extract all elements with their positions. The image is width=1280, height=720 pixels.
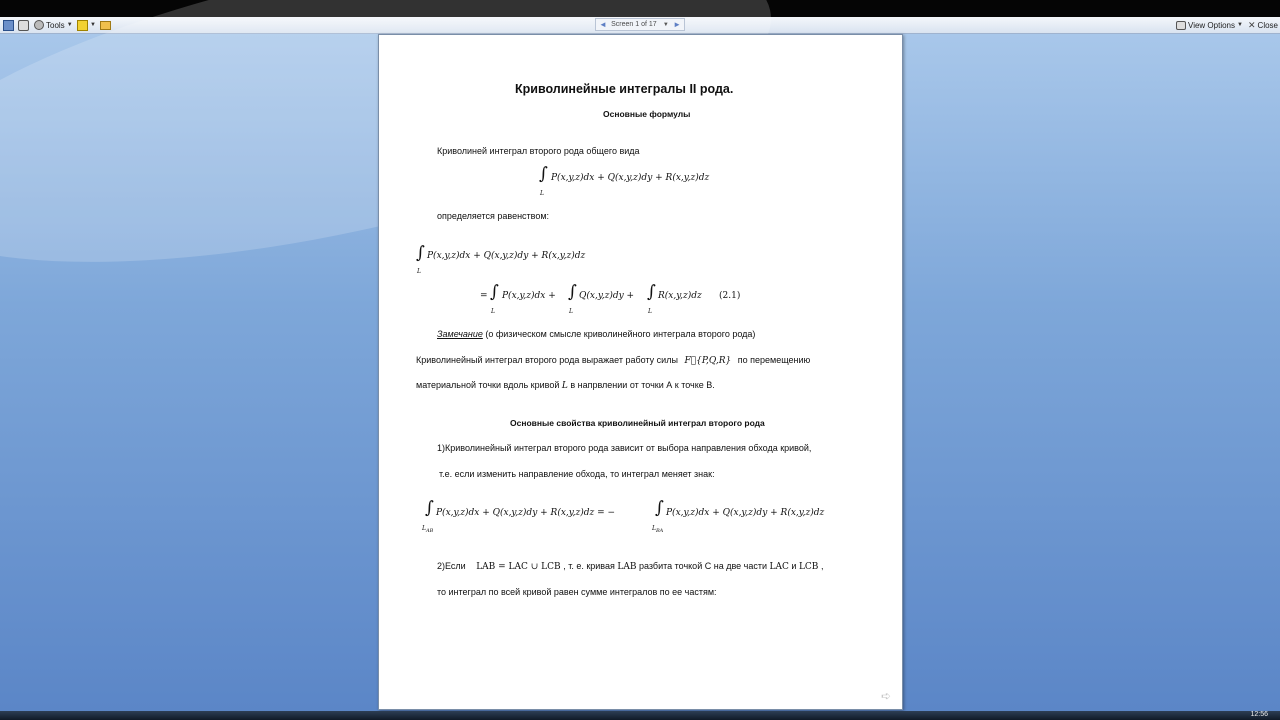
prop2-and: и <box>791 561 797 571</box>
prop2-part1: LAC <box>769 562 789 572</box>
physics-text-b: по перемещению <box>737 355 811 365</box>
prop2-comma: , <box>820 561 824 571</box>
integral-limit-ba: $L_{BA}$ <box>652 525 664 535</box>
remark-label: Замечание <box>437 329 483 339</box>
chevron-down-icon: ▼ <box>66 22 73 28</box>
document-page[interactable] <box>378 34 903 710</box>
clock: 12:56 <box>1250 711 1268 718</box>
property-2-line-1 <box>437 561 823 572</box>
prop2-formula: LAB = LAC ∪ LCB <box>476 562 561 572</box>
physics-text-c: материальной точки вдоль кривой <box>416 380 562 390</box>
close-label: Close <box>1257 20 1278 30</box>
integral-limit: L <box>648 308 652 315</box>
formula-general: P(x,y,z)dx + Q(x,y,z)dy + R(x,y,z)dz <box>551 173 710 183</box>
formula-sign-right: P(x,y,z)dx + Q(x,y,z)dy + R(x,y,z)dz <box>666 508 825 518</box>
page-title: Криволинейные интегралы II рода. <box>515 82 734 96</box>
save-button[interactable] <box>3 18 14 32</box>
properties-heading: Основные свойства криволинейный интеграл второго рода <box>510 418 765 428</box>
prop2-curve: LAB <box>617 562 637 572</box>
formula-term-q: Q(x,y,z)dy + <box>579 291 635 301</box>
prop2-part2: LCB <box>798 562 819 572</box>
integral-sign: ∫ <box>425 498 434 518</box>
property-2-line-2: то интеграл по всей кривой равен сумме интегралов по ее частям: <box>437 587 717 597</box>
physics-text-a: Криволинейный интеграл второго рода выражает работу силы <box>416 355 678 365</box>
integral-sign: ∫ <box>647 282 656 302</box>
view-options-icon <box>1176 21 1186 30</box>
formula-term-r: R(x,y,z)dz <box>658 291 702 301</box>
integral-limit: L <box>491 308 495 315</box>
taskbar <box>0 711 1280 720</box>
property-1-line-2: т.е. если изменить направление обхода, то интеграл меняет знак: <box>439 469 715 479</box>
view-options-label: View Options <box>1188 20 1235 30</box>
save-icon <box>3 20 14 31</box>
integral-limit: L <box>417 268 421 275</box>
highlight-button[interactable] <box>77 18 96 32</box>
tools-menu-button[interactable] <box>34 18 73 32</box>
integral-sign: ∫ <box>416 243 425 263</box>
intro-paragraph: Криволиней интеграл второго рода общего вида <box>437 146 640 156</box>
print-button[interactable] <box>18 18 29 32</box>
integral-limit-ab: $L_{AB}$ <box>422 525 434 535</box>
comment-icon <box>100 21 111 30</box>
formula-definition-line1: P(x,y,z)dx + Q(x,y,z)dy + R(x,y,z)dz <box>427 251 586 261</box>
view-options-button[interactable] <box>1176 18 1243 32</box>
formula-term-p: P(x,y,z)dx + <box>502 291 556 301</box>
formula-number: (2.1) <box>719 291 741 301</box>
property-1-line-1: 1)Криволинейный интеграл второго рода зависит от выбора направления обхода кривой, <box>437 443 812 453</box>
integral-limit: L <box>540 190 544 197</box>
prop2-prefix: 2)Если <box>437 561 466 571</box>
formula-equals: = <box>480 291 488 301</box>
integral-sign: ∫ <box>568 282 577 302</box>
print-icon <box>18 20 29 31</box>
prop2-middle: , т. е. кривая <box>563 561 615 571</box>
prop2-split: разбита точкой С на две части <box>638 561 767 571</box>
integral-limit: L <box>569 308 573 315</box>
tools-label: Tools <box>46 20 65 30</box>
integral-sign: ∫ <box>655 498 664 518</box>
integral-sign: ∫ <box>490 282 499 302</box>
chevron-down-icon: ▼ <box>90 22 96 28</box>
physics-line-1 <box>416 355 810 366</box>
formula-sign-left: P(x,y,z)dx + Q(x,y,z)dy + R(x,y,z)dz = − <box>436 508 616 518</box>
tools-icon <box>34 20 44 30</box>
comment-button[interactable] <box>100 18 111 32</box>
page-subtitle: Основные формулы <box>603 109 691 119</box>
close-button[interactable] <box>1248 18 1278 32</box>
physics-line-2 <box>416 380 715 391</box>
next-page-arrow-icon[interactable]: ➪ <box>881 689 892 703</box>
defined-by-text: определяется равенством: <box>437 211 550 221</box>
curve-symbol: L <box>561 381 568 391</box>
integral-sign: ∫ <box>539 164 548 184</box>
remark-line <box>437 329 755 339</box>
force-vector: F⃗{P,Q,R} <box>684 356 732 366</box>
close-icon: ✕ <box>1248 19 1256 30</box>
physics-text-d: в напрвлении от точки А к точке В. <box>567 380 715 390</box>
remark-text: (о физическом смысле криволинейного интеграла второго рода) <box>482 329 756 339</box>
highlighter-icon <box>77 20 88 31</box>
chevron-down-icon: ▼ <box>1237 22 1243 28</box>
